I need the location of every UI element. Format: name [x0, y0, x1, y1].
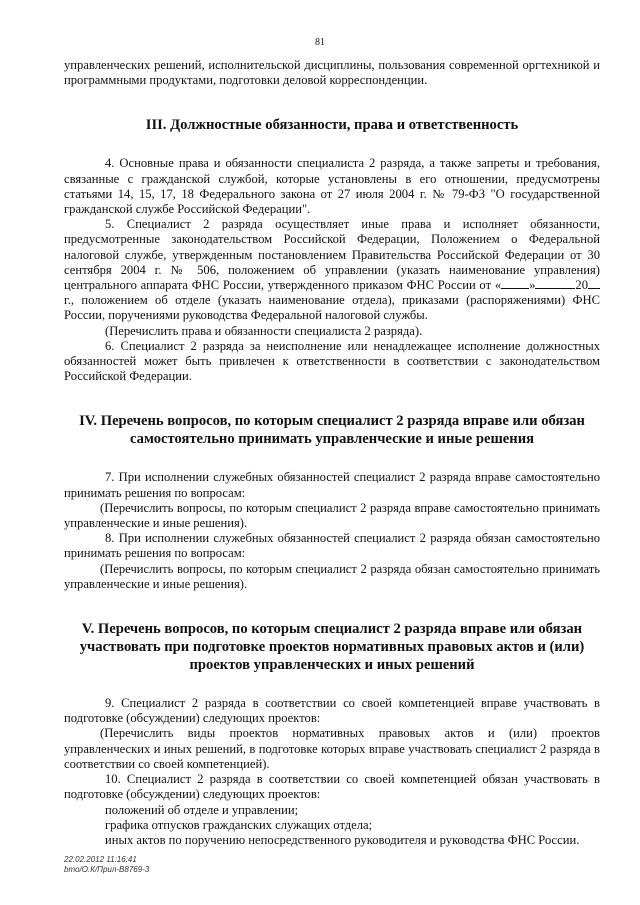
paragraph-7: 7. При исполнении служебных обязанностей специалист 2 разряда вправе самостоятельно принимать решения по вопросам: [64, 470, 600, 500]
paragraph-5-note: (Перечислить права и обязанности специалиста 2 разряда). [105, 323, 423, 338]
section-4-title-line-1: IV. Перечень вопросов, по которым специалист 2 разряда вправе или обязан [79, 413, 585, 430]
quote-close: » [529, 278, 536, 293]
section-5-title [64, 620, 600, 674]
paragraph-9-note: (Перечислить виды проектов нормативных правовых актов и (или) проектов управленческих и иных решений, в подготовке которых вправе участвовать специалист 2 разряда в соответствии со своей компетенцией). [64, 726, 600, 771]
footer-timestamp: 22.02.2012 11:16:41 [64, 855, 137, 864]
paragraph-8-note: (Перечислить вопросы, по которым специалист 2 разряда обязан самостоятельно принимать управленческие и иные решения). [64, 561, 600, 591]
paragraph-4: 4. Основные права и обязанности специалиста 2 разряда, а также запреты и требования, связанные с гражданской службой, которые установлены в его отношении, предусмотрены статьями 14, 15, 17, 18 Федерального закона от 27 июля 2004 г. № 79-ФЗ "О государственной гражданской службе Российской Федерации". [64, 156, 600, 217]
paragraph-10: 10. Специалист 2 разряда в соответствии со своей компетенцией обязан участвовать в подготовке (обсуждении) следующих проектов: [64, 772, 600, 802]
footer-stamp [64, 855, 149, 874]
list-item-2: графика отпусков гражданских служащих отдела; [105, 817, 373, 832]
paragraph-7-note: (Перечислить вопросы, по которым специалист 2 разряда вправе самостоятельно принимать управленческие и иные решения). [64, 500, 600, 531]
section-5-title-line-1: V. Перечень вопросов, по которым специалист 2 разряда вправе или обязан [81, 621, 583, 638]
section-3-title: III. Должностные обязанности, права и ответственность [145, 117, 519, 134]
page-number: 81 [315, 37, 325, 48]
section-5-title-line-3: проектов управленческих и иных решений [189, 657, 475, 674]
section-5-title-line-2: участвовать при подготовке проектов нормативных правовых актов и (или) [79, 639, 585, 656]
paragraph-9: 9. Специалист 2 разряда в соответствии со своей компетенцией вправе участвовать в подготовке (обсуждении) следующих проектов: [64, 696, 600, 726]
list-item-1: положений об отделе и управлении; [105, 802, 299, 817]
intro-paragraph: управленческих решений, исполнительской дисциплины, пользования современной оргтехникой и программными продуктами, подготовки деловой корреспонденции. [64, 58, 600, 88]
paragraph-6: 6. Специалист 2 разряда за неисполнение или ненадлежащее исполнение должностных обязанностей может быть привлечен к ответственности в соответствии с законодательством Российской Федерации. [64, 338, 600, 384]
paragraph-5 [64, 217, 600, 323]
page-content [64, 58, 600, 848]
month-blank [535, 278, 575, 289]
year-prefix: 20 [575, 278, 588, 293]
list-item-3: иных актов по поручению непосредственного руководителя и руководства ФНС России. [105, 832, 580, 847]
paragraph-5-end: г., положением об отделе (указать наименование отдела), приказами (распоряжениями) ФНС России, поручениями руководства Федеральной налоговой службы. [64, 293, 600, 323]
paragraph-8: 8. При исполнении служебных обязанностей специалист 2 разряда обязан самостоятельно принимать решения по вопросам: [64, 531, 600, 561]
section-4-title-line-2: самостоятельно принимать управленческие и иные решения [130, 431, 534, 448]
footer-file-code: bmo/О.К/Прил-B8769-3 [64, 864, 150, 874]
year-blank [588, 278, 600, 289]
paragraph-5-start: 5. Специалист 2 разряда осуществляет иные права и исполняет обязанности, предусмотренные законодательством Российской Федерации, Положением о Федеральной налоговой службе, утвержденным постановлением Правительства Российской Федерации от 30 сентября 2004 г. № 506, положением об управлении (указать наименование управления) центрального аппарата ФНС России, утвержденного приказом ФНС России от [64, 217, 600, 293]
section-4-title [64, 412, 600, 448]
day-blank [501, 278, 529, 289]
quote-open: « [494, 278, 502, 293]
